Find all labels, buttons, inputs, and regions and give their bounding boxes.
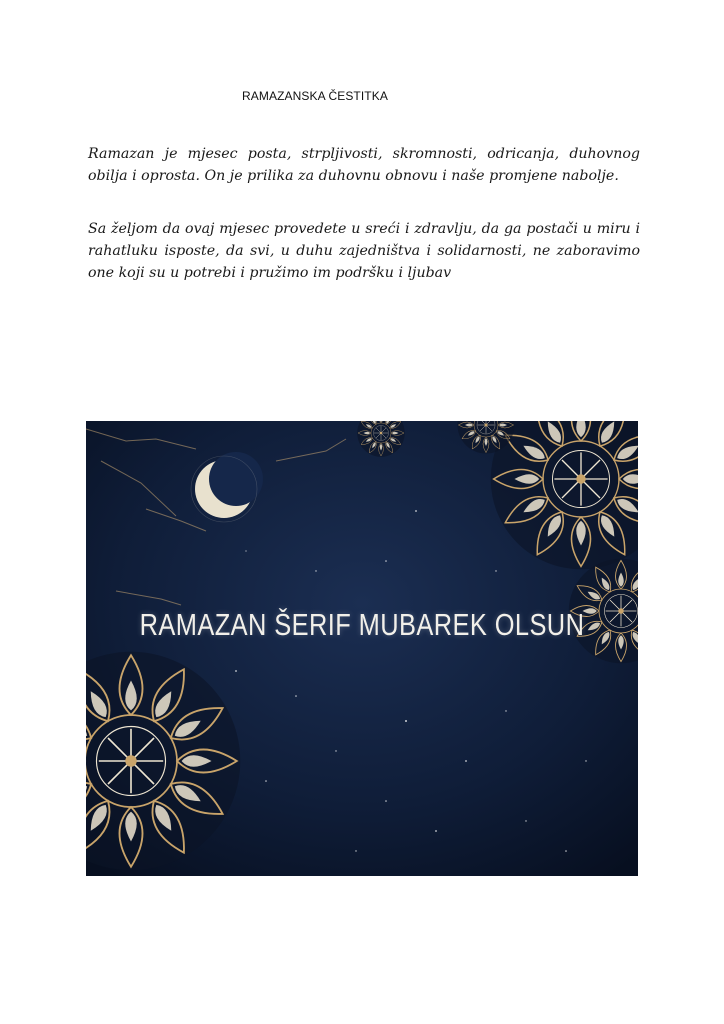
paragraph-intro: Ramazan je mjesec posta, strpljivosti, skromnosti, odricanja, duhovnog obilja i oprosta. On je prilika za duhovnu obnovu i naše promjene nabolje.	[88, 146, 640, 184]
ramadan-banner-image	[86, 421, 638, 876]
page-title: RAMAZANSKA ČESTITKA	[242, 89, 388, 103]
paragraph-wishes: Sa željom da ovaj mjesec provedete u sreći i zdravlju, da ga postači u miru i rahatluku isposte, da svi, u duhu zajedništva i solidarnosti, ne zaboravimo one koji su u potrebi i pružimo im podršku i ljubav	[88, 221, 640, 281]
banner-greeting-text: RAMAZAN ŠERIF MUBAREK OLSUN	[139, 607, 585, 642]
banner-artwork	[86, 421, 638, 876]
